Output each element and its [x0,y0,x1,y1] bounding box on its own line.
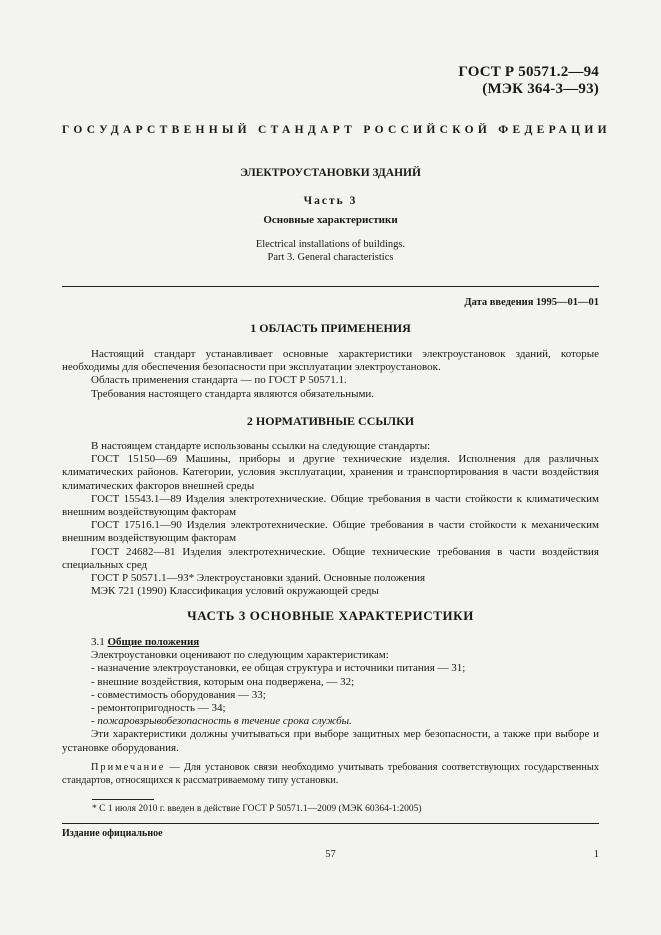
clause-closing: Эти характеристики должны учитываться при выборе защитных мер безопасности, а также при выборе и установке оборудования. [62,728,599,754]
english-title-line2: Part 3. General characteristics [267,252,394,263]
edition-label: Издание официальное [62,828,163,839]
reference-item: МЭК 721 (1990) Классификация условий окружающей среды [91,585,379,598]
note [62,761,599,787]
footnote-divider [92,799,154,800]
note-text: — Для установок связи необходимо учитывать требования соответствующих государственных стандартов, относящихся к рассматриваемому типу установки. [62,761,600,787]
document-title: ЭЛЕКТРОУСТАНОВКИ ЗДАНИЙ [240,167,421,179]
reference-item: ГОСТ 15150—69 Машины, приборы и другие технические изделия. Исполнения для различных климатических районов. Категории, условия эксплуатации, хранения и транспортирования в части воздействия климатических факторов внешней среды [62,453,599,492]
section-2-heading: 2 НОРМАТИВНЫЕ ССЫЛКИ [246,414,415,428]
header-divider [62,286,599,287]
characteristic-item: - назначение электроустановки, ее общая структура и источники питания — 31; [91,662,466,675]
footer-divider [62,823,599,824]
part-3-heading: ЧАСТЬ 3 ОСНОВНЫЕ ХАРАКТЕРИСТИКИ [187,608,474,623]
standard-code [458,64,599,98]
characteristic-item: - совместимость оборудования — 33; [91,688,266,701]
clause-3-1-body [62,636,599,787]
characteristic-item: - пожаровзрывобезопасность в течение срока службы. [91,715,352,728]
state-standard-heading: ГОСУДАРСТВЕННЫЙ СТАНДАРТ РОССИЙСКОЙ ФЕДЕРАЦИИ [62,124,611,136]
section-1-paragraph: Требования настоящего стандарта являются обязательными. [91,387,375,400]
reference-item: ГОСТ 15543.1—89 Изделия электротехнические. Общие требования в части стойкости к климатическим внешним воздействующим факторам [62,492,599,519]
reference-item: ГОСТ Р 50571.1—93* Электроустановки зданий. Основные положения [91,572,426,585]
section-1-paragraph: Настоящий стандарт устанавливает основные характеристики электроустановок зданий, которые необходимы для обеспечения безопасности при эксплуатации электроустановок. [62,348,599,374]
characteristic-item: - внешние воздействия, которым она подвержена, — 32; [91,675,355,688]
section-2-body [62,440,599,598]
section-2-intro: В настоящем стандарте использованы ссылки на следующие стандарты: [91,440,431,452]
section-1-body [62,348,599,401]
document-subtitle: Основные характеристики [263,214,398,226]
clause-intro: Электроустановки оценивают по следующим характеристикам: [91,649,389,662]
characteristic-item: - ремонтопригодность — 34; [91,702,226,715]
clause-number: 3.1 [91,636,105,648]
english-title [62,238,599,264]
note-label: Примечание [91,761,166,773]
section-1-heading: 1 ОБЛАСТЬ ПРИМЕНЕНИЯ [250,321,411,335]
introduction-date: Дата введения 1995—01—01 [464,297,599,308]
footnote: * С 1 июля 2010 г. введен в действие ГОСТ Р 50571.1—2009 (МЭК 60364-1:2005) [92,804,422,814]
sheet-number: 1 [593,849,599,860]
clause-heading [62,636,599,649]
page-number: 57 [325,849,336,860]
clause-title: Общие положения [107,636,200,648]
standard-code-iec: (МЭК 364-3—93) [482,81,599,97]
reference-item: ГОСТ 17516.1—90 Изделия электротехнические. Общие требования в части стойкости к механическим внешним воздействующим факторам [62,519,599,545]
english-title-line1: Electrical installations of buildings. [255,239,406,250]
document-part: Часть 3 [303,195,358,207]
reference-item: ГОСТ 24682—81 Изделия электротехнические. Общие технические требования в части воздействия специальных сред [62,545,599,571]
standard-code-gost: ГОСТ Р 50571.2—94 [458,64,599,80]
section-1-paragraph: Область применения стандарта — по ГОСТ Р 50571.1. [91,374,347,387]
